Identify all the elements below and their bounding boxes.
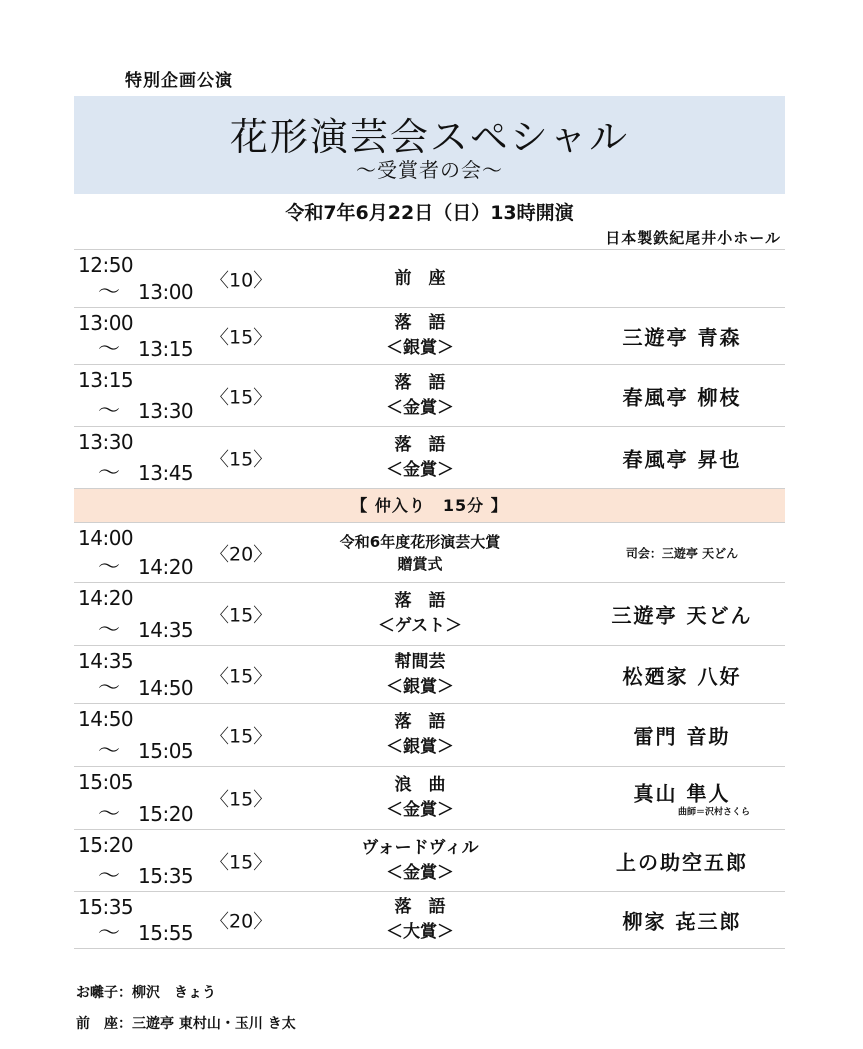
genre-label: 幇間芸 (394, 651, 446, 672)
hayashi-credit: お囃子：柳沢 きょう (76, 985, 216, 1001)
tilde: 〜 (98, 921, 120, 946)
start-time: 15:05 (78, 770, 134, 794)
start-time: 14:00 (78, 526, 134, 550)
duration: 〈15〉 (210, 665, 273, 687)
performer-name: 三遊亭 青森 (622, 325, 742, 350)
venue-name: 日本製鉄紀尾井小ホール (605, 229, 781, 247)
duration: 〈10〉 (210, 269, 273, 291)
program-schedule (74, 249, 785, 949)
start-time: 14:50 (78, 707, 134, 731)
end-time: 13:30 (138, 399, 194, 423)
end-time: 15:35 (138, 864, 194, 888)
end-time: 13:45 (138, 461, 194, 485)
page-subtitle: 〜受賞者の会〜 (356, 158, 503, 182)
schedule-row (74, 892, 785, 949)
start-time: 13:00 (78, 311, 134, 335)
tilde: 〜 (98, 802, 120, 827)
tilde: 〜 (98, 337, 120, 362)
title-banner (74, 96, 785, 194)
end-time-line (78, 734, 193, 765)
performer-block (584, 778, 780, 819)
start-time: 15:20 (78, 833, 134, 857)
end-time: 14:20 (138, 555, 194, 579)
genre-label: ヴォードヴィル (361, 837, 479, 858)
duration: 〈15〉 (210, 851, 273, 873)
tilde: 〜 (98, 280, 120, 305)
award-label: ＜金賞＞ (386, 800, 454, 820)
genre-label: 前 座 (394, 268, 446, 288)
schedule-row (74, 583, 785, 646)
performer-name: 春風亭 柳枝 (622, 385, 742, 409)
end-time: 15:20 (138, 802, 194, 826)
schedule-row (74, 767, 785, 830)
award-label: ＜金賞＞ (386, 459, 454, 480)
start-time: 13:30 (78, 430, 134, 454)
award-label: 贈賞式 (397, 554, 443, 573)
end-time: 13:15 (138, 337, 194, 361)
end-time-line (78, 394, 193, 425)
duration: 〈15〉 (210, 788, 273, 811)
duration: 〈15〉 (210, 604, 273, 627)
act-genre (300, 650, 540, 700)
end-time-line (78, 613, 193, 644)
intermission-band: 【 仲入り 15分 】 (74, 489, 785, 523)
tilde: 〜 (98, 399, 120, 424)
duration: 〈20〉 (210, 543, 273, 565)
genre-label: 落 語 (394, 434, 446, 455)
act-genre (300, 371, 540, 421)
end-time: 13:00 (138, 280, 194, 304)
schedule-row (74, 523, 785, 583)
end-time-line (78, 859, 193, 890)
genre-label: 落 語 (394, 313, 446, 333)
genre-label: 落 語 (394, 372, 446, 393)
act-genre (300, 710, 540, 760)
tilde: 〜 (98, 618, 120, 643)
genre-label: 落 語 (394, 712, 446, 732)
award-label: ＜金賞＞ (386, 862, 454, 883)
tilde: 〜 (98, 864, 120, 889)
award-label: ＜大賞＞ (386, 922, 454, 942)
award-label: ＜銀賞＞ (386, 737, 454, 757)
performer-name: 柳家 㐂三郎 (622, 909, 742, 934)
event-category: 特別企画公演 (125, 71, 233, 91)
start-time: 14:20 (78, 586, 134, 610)
schedule-row (74, 830, 785, 892)
end-time: 14:50 (138, 676, 194, 700)
performer-name: 真山 隼人 (633, 781, 731, 806)
award-label: ＜ゲスト＞ (377, 616, 463, 636)
schedule-row (74, 704, 785, 767)
end-time-line (78, 550, 193, 581)
act-genre (300, 311, 540, 361)
end-time-line (78, 456, 193, 487)
tilde: 〜 (98, 555, 120, 580)
start-time: 14:35 (78, 649, 134, 673)
award-label: ＜銀賞＞ (386, 676, 454, 697)
performer-name: 三遊亭 天どん (611, 603, 753, 628)
duration: 〈15〉 (210, 448, 273, 470)
schedule-row (74, 308, 785, 365)
act-genre (300, 589, 540, 639)
act-genre (300, 773, 540, 823)
end-time-line (78, 275, 193, 306)
end-time-line (78, 332, 193, 363)
zenza-credit: 前 座：三遊亭 東村山・玉川 き太 (76, 1016, 296, 1032)
genre-label: 落 語 (394, 591, 446, 611)
performer-name: 春風亭 昇也 (622, 447, 742, 471)
duration: 〈20〉 (210, 910, 273, 933)
tilde: 〜 (98, 676, 120, 701)
act-genre (300, 266, 540, 291)
tilde: 〜 (98, 739, 120, 764)
duration: 〈15〉 (210, 725, 273, 748)
performer-name: 雷門 音助 (633, 724, 731, 749)
act-genre (300, 895, 540, 945)
performance-date: 令和7年6月22日（日）13時開演 (285, 202, 574, 224)
accompanist-note: 曲師＝沢村さくら (677, 807, 750, 818)
performer-name: 松廼家 八好 (622, 664, 742, 688)
duration: 〈15〉 (210, 386, 273, 408)
act-genre (300, 433, 540, 483)
end-time: 14:35 (138, 618, 194, 642)
end-time: 15:55 (138, 921, 194, 945)
schedule-row (74, 250, 785, 308)
performer-name: 司会：三遊亭 天どん (625, 546, 739, 560)
schedule-row (74, 427, 785, 489)
schedule-row (74, 365, 785, 427)
act-genre (300, 531, 540, 575)
end-time: 15:05 (138, 739, 194, 763)
schedule-row (74, 646, 785, 704)
award-label: ＜金賞＞ (386, 397, 454, 418)
start-time: 15:35 (78, 895, 134, 919)
genre-label: 浪 曲 (394, 775, 446, 795)
duration: 〈15〉 (210, 326, 273, 349)
page-title: 花形演芸会スペシャル (229, 115, 630, 159)
tilde: 〜 (98, 461, 120, 486)
genre-label: 令和6年度花形演芸大賞 (339, 532, 501, 551)
award-label: ＜銀賞＞ (386, 338, 454, 358)
genre-label: 落 語 (394, 897, 446, 917)
end-time-line (78, 797, 193, 828)
act-genre (300, 836, 540, 886)
performer-name: 上の助空五郎 (616, 850, 748, 874)
end-time-line (78, 671, 193, 702)
end-time-line (78, 916, 193, 947)
start-time: 12:50 (78, 253, 134, 277)
start-time: 13:15 (78, 368, 134, 392)
